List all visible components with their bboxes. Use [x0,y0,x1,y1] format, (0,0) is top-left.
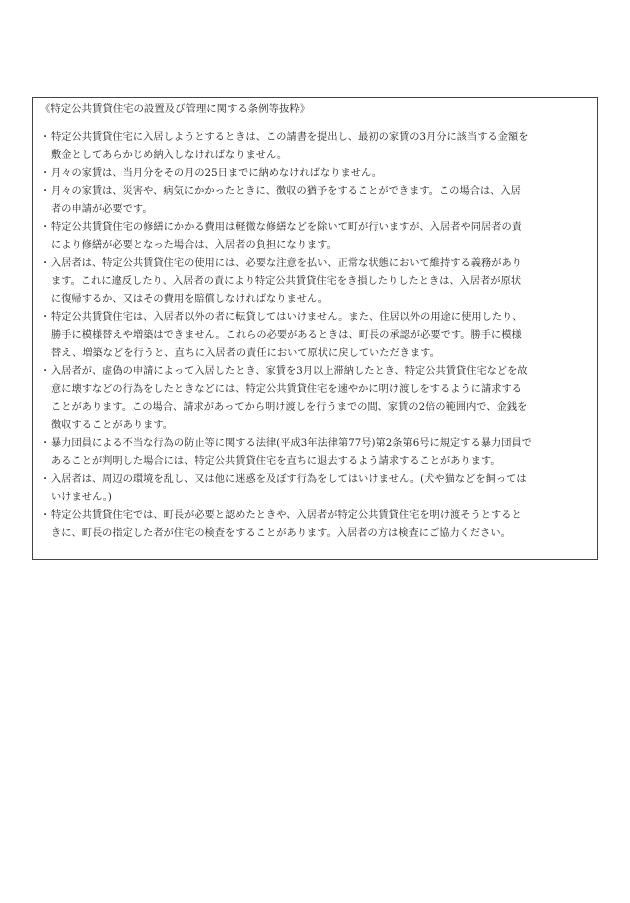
ordinance-item-line: 特定公共賃貸住宅では、町長が必要と認めたときや、入居者が特定公共賃貸住宅を明け渡そうとすると [51,510,522,521]
ordinance-item-line: により修繕が必要となった場合は、入居者の負担になります。 [51,240,337,251]
ordinance-item-line: きに、町長の指定した者が住宅の検査をすることがあります。入居者の方は検査にご協力ください。 [51,528,511,539]
ordinance-item-line: 入居者は、特定公共賃貸住宅の使用には、必要な注意を払い、正常な状態において維持する義務があり [51,258,522,269]
ordinance-item [40,183,591,219]
ordinance-item [40,255,591,309]
bullet-mark: ・ [40,258,51,269]
ordinance-item-line: 特定公共賃貸住宅に入居しようとするときは、この請書を提出し、最初の家賃の3月分に該当する金額を [51,132,529,143]
ordinance-item-line: 徴収することがあります。 [51,420,174,431]
ordinance-item [40,309,591,363]
bullet-mark: ・ [40,474,51,485]
ordinance-item-line: 月々の家賃は、当月分をその月の25日までに納めなければなりません。 [51,168,383,179]
ordinance-item-line: ことがあります。この場合、請求があってから明け渡しを行うまでの間、家賃の2倍の範囲内で、金銭を [51,402,528,413]
bullet-mark: ・ [40,168,51,179]
ordinance-item-line: 意に壊すなどの行為をしたときなどには、特定公共賃貸住宅を速やかに明け渡しをするように請求する [51,384,522,395]
bullet-mark: ・ [40,222,51,233]
ordinance-item-line: 入居者は、周辺の環境を乱し、又は他に迷惑を及ぼす行為をしてはいけません。(犬や猫などを飼っては [51,474,527,485]
ordinance-item-line: 勝手に模様替えや増築はできません。これらの必要があるときは、町長の承認が必要です。勝手に模様 [51,330,522,341]
bullet-mark: ・ [40,186,51,197]
ordinance-item [40,471,591,507]
ordinance-item-line: ます。これに違反したり、入居者の責により特定公共賃貸住宅をき損したりしたときは、入居者が原状 [51,276,522,287]
ordinance-item [40,129,591,165]
ordinance-item [40,435,591,471]
ordinance-item-line: 入居者が、虚偽の申請によって入居したとき、家賃を3月以上滞納したとき、特定公共賃貸住宅などを故 [51,366,528,377]
ordinance-item-line: 敷金としてあらかじめ納入しなければなりません。 [51,150,288,161]
bullet-mark: ・ [40,438,51,449]
ordinance-item-line: あることが判明した場合には、特定公共賃貸住宅を直ちに退去するよう請求することがあります。 [51,456,501,467]
bullet-mark: ・ [40,132,51,143]
ordinance-item [40,363,591,435]
ordinance-item [40,165,591,183]
ordinance-item-line: いけません。) [51,492,112,503]
bullet-mark: ・ [40,366,51,377]
ordinance-item-line: に復帰するか、又はその費用を賠償しなければなりません。 [51,294,329,305]
ordinance-item-line: 月々の家賃は、災害や、病気にかかったときに、徴収の猶予をすることができます。この場合は、入居 [51,186,521,197]
ordinance-item-line: 特定公共賃貸住宅の修繕にかかる費用は軽微な修繕などを除いて町が行いますが、入居者や同居者の責 [51,222,522,233]
ordinance-item-line: 暴力団員による不当な行為の防止等に関する法律(平成3年法律第77号)第2条第6号に規定する暴力団員で [51,438,532,449]
ordinance-item-line: 替え、増築などを行うと、直ちに入居者の責任において原状に戻していただきます。 [51,348,440,359]
ordinance-item [40,219,591,255]
ordinance-item-line: 者の申請が必要です。 [51,204,153,215]
excerpt-title: 《特定公共賃貸住宅の設置及び管理に関する条例等抜粋》 [40,103,311,115]
ordinance-excerpt-box [32,97,598,560]
ordinance-item [40,507,591,543]
ordinance-item-list [40,129,591,543]
bullet-mark: ・ [40,312,51,323]
bullet-mark: ・ [40,510,51,521]
ordinance-item-line: 特定公共賃貸住宅は、入居者以外の者に転貸してはいけません。また、住居以外の用途に使用したり、 [51,312,523,323]
